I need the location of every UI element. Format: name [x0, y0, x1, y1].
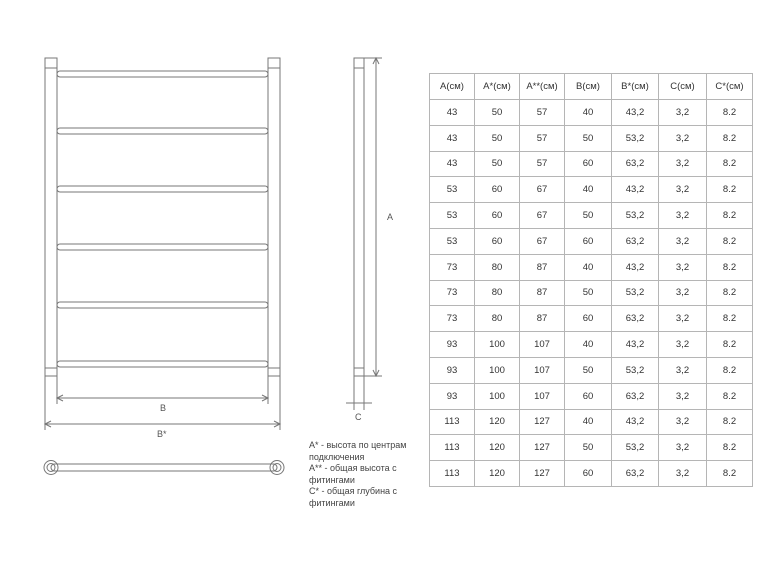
table-cell: 93 [430, 357, 475, 383]
table-cell: 80 [475, 254, 520, 280]
table-cell: 53 [430, 177, 475, 203]
table-cell: 43 [430, 100, 475, 126]
crossbar [57, 71, 268, 77]
table-row [430, 461, 753, 487]
table-cell: 50 [565, 435, 612, 461]
table-cell: 113 [430, 435, 475, 461]
label-b: B [160, 403, 167, 413]
column-header: C*(см) [707, 74, 753, 100]
table-cell: 50 [565, 203, 612, 229]
table-cell: 8.2 [707, 254, 753, 280]
column-header: B(см) [565, 74, 612, 100]
table-row [430, 228, 753, 254]
table-cell: 73 [430, 280, 475, 306]
table-cell: 50 [565, 280, 612, 306]
table-row [430, 125, 753, 151]
table-cell: 60 [565, 383, 612, 409]
table-cell: 53,2 [612, 435, 659, 461]
crossbar [57, 186, 268, 192]
table-cell: 100 [475, 383, 520, 409]
table-cell: 43,2 [612, 254, 659, 280]
table-cell: 43 [430, 151, 475, 177]
table-cell: 53 [430, 203, 475, 229]
table-cell: 120 [475, 435, 520, 461]
crossbar [57, 361, 268, 367]
table-cell: 80 [475, 306, 520, 332]
table-cell: 60 [475, 228, 520, 254]
crossbar [57, 244, 268, 250]
dimensions-table [429, 73, 753, 487]
table-cell: 57 [520, 151, 565, 177]
table-cell: 40 [565, 332, 612, 358]
table-cell: 8.2 [707, 357, 753, 383]
table-cell: 113 [430, 409, 475, 435]
table-cell: 3,2 [659, 228, 707, 254]
table-cell: 53,2 [612, 203, 659, 229]
table-cell: 8.2 [707, 125, 753, 151]
table-cell: 53,2 [612, 357, 659, 383]
table-cell: 3,2 [659, 177, 707, 203]
column-header: A(см) [430, 74, 475, 100]
table-row [430, 332, 753, 358]
table-cell: 107 [520, 357, 565, 383]
table-cell: 3,2 [659, 203, 707, 229]
table-cell: 107 [520, 383, 565, 409]
table-cell: 40 [565, 177, 612, 203]
label-c: C [355, 412, 362, 422]
table-cell: 3,2 [659, 100, 707, 126]
table-cell: 73 [430, 306, 475, 332]
table-cell: 60 [475, 203, 520, 229]
table-cell: 80 [475, 280, 520, 306]
table-cell: 60 [565, 461, 612, 487]
table-row [430, 409, 753, 435]
table-row [430, 254, 753, 280]
table-cell: 40 [565, 254, 612, 280]
table-cell: 50 [475, 151, 520, 177]
table-cell: 8.2 [707, 280, 753, 306]
table-cell: 127 [520, 435, 565, 461]
table-cell: 87 [520, 306, 565, 332]
table-cell: 8.2 [707, 100, 753, 126]
table-row [430, 280, 753, 306]
table-row [430, 306, 753, 332]
left-post [45, 58, 57, 376]
table-cell: 3,2 [659, 125, 707, 151]
table-cell: 8.2 [707, 409, 753, 435]
table-cell: 8.2 [707, 306, 753, 332]
table-cell: 60 [565, 306, 612, 332]
top-view [44, 461, 284, 475]
label-b-star: B* [157, 429, 167, 439]
table-row [430, 151, 753, 177]
table-cell: 57 [520, 100, 565, 126]
side-post [354, 58, 364, 376]
table-cell: 3,2 [659, 306, 707, 332]
table-cell: 50 [475, 100, 520, 126]
table-cell: 8.2 [707, 332, 753, 358]
legend-item: C* - общая глубина с фитингами [309, 486, 398, 508]
table-cell: 43 [430, 125, 475, 151]
table-row [430, 100, 753, 126]
table-cell: 127 [520, 461, 565, 487]
table-cell: 93 [430, 332, 475, 358]
table-cell: 8.2 [707, 151, 753, 177]
table-cell: 60 [565, 228, 612, 254]
front-view [45, 58, 280, 430]
column-header: A*(см) [475, 74, 520, 100]
table-cell: 8.2 [707, 203, 753, 229]
table-cell: 3,2 [659, 151, 707, 177]
table-cell: 8.2 [707, 435, 753, 461]
table-cell: 3,2 [659, 332, 707, 358]
table-cell: 67 [520, 177, 565, 203]
right-post [268, 58, 280, 376]
table-cell: 8.2 [707, 228, 753, 254]
table-cell: 73 [430, 254, 475, 280]
column-header: A**(см) [520, 74, 565, 100]
table-cell: 40 [565, 409, 612, 435]
label-a: A [387, 212, 394, 222]
table-header-row [430, 74, 753, 100]
table-cell: 57 [520, 125, 565, 151]
table-cell: 100 [475, 357, 520, 383]
table-cell: 60 [475, 177, 520, 203]
table-cell: 63,2 [612, 228, 659, 254]
table-cell: 67 [520, 228, 565, 254]
table-cell: 43,2 [612, 332, 659, 358]
table-cell: 60 [565, 151, 612, 177]
table-cell: 67 [520, 203, 565, 229]
table-cell: 50 [565, 357, 612, 383]
table-row [430, 435, 753, 461]
table-cell: 120 [475, 409, 520, 435]
table-row [430, 177, 753, 203]
table-cell: 53,2 [612, 125, 659, 151]
table-cell: 87 [520, 280, 565, 306]
table-cell: 3,2 [659, 409, 707, 435]
table-cell: 40 [565, 100, 612, 126]
table-cell: 3,2 [659, 383, 707, 409]
table-cell: 3,2 [659, 357, 707, 383]
column-header: C(см) [659, 74, 707, 100]
table-cell: 113 [430, 461, 475, 487]
table-cell: 3,2 [659, 254, 707, 280]
legend-item: A* - высота по центрам подключения [309, 440, 407, 462]
table-cell: 63,2 [612, 306, 659, 332]
table-cell: 127 [520, 409, 565, 435]
table-cell: 8.2 [707, 383, 753, 409]
column-header: B*(см) [612, 74, 659, 100]
table-cell: 53,2 [612, 280, 659, 306]
table-cell: 63,2 [612, 383, 659, 409]
table-cell: 93 [430, 383, 475, 409]
table-row [430, 357, 753, 383]
table-cell: 3,2 [659, 461, 707, 487]
table-cell: 3,2 [659, 435, 707, 461]
table-cell: 8.2 [707, 461, 753, 487]
table-row [430, 203, 753, 229]
table-cell: 63,2 [612, 151, 659, 177]
table-cell: 100 [475, 332, 520, 358]
table-cell: 63,2 [612, 461, 659, 487]
crossbar [57, 128, 268, 134]
table-cell: 53 [430, 228, 475, 254]
table-cell: 107 [520, 332, 565, 358]
table-cell: 50 [475, 125, 520, 151]
table-cell: 43,2 [612, 177, 659, 203]
top-view-bar [51, 464, 277, 471]
table-cell: 120 [475, 461, 520, 487]
table-cell: 87 [520, 254, 565, 280]
table-cell: 43,2 [612, 409, 659, 435]
crossbar [57, 302, 268, 308]
legend-item: A** - общая высота с фитингами [309, 463, 397, 485]
table-cell: 50 [565, 125, 612, 151]
legend [309, 440, 429, 509]
table-cell: 3,2 [659, 280, 707, 306]
table-cell: 43,2 [612, 100, 659, 126]
table-row [430, 383, 753, 409]
side-view [346, 58, 382, 410]
table-cell: 8.2 [707, 177, 753, 203]
